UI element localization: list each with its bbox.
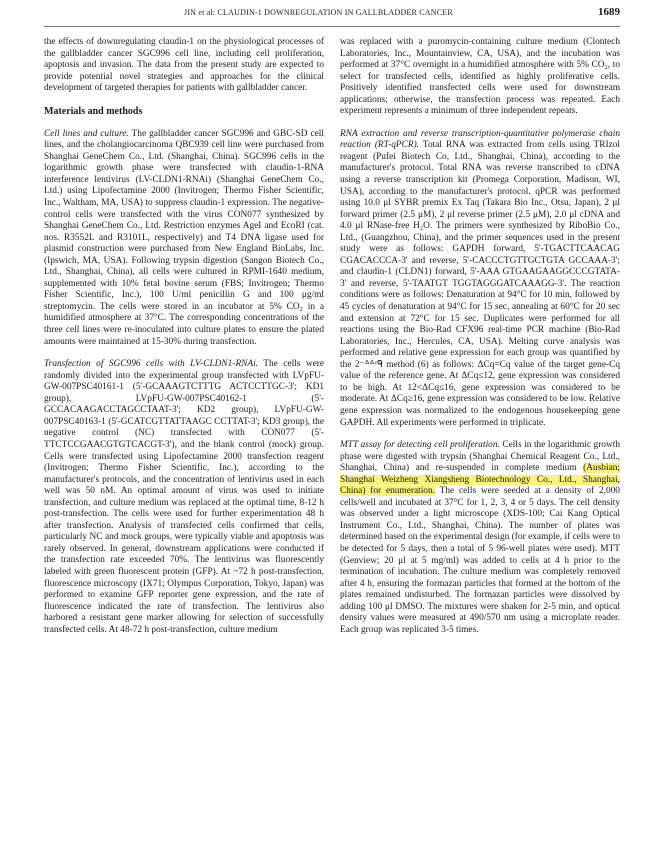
cell-lines-heading: Cell lines and culture. [44, 128, 129, 139]
cell-lines-paragraph [44, 129, 324, 348]
page-number: 1689 [598, 6, 620, 18]
transfection-heading: Transfection of SGC996 cells with LV-CLDN1-RNAi. [44, 359, 259, 370]
header-rule [44, 26, 620, 27]
intro-paragraph: the effects of downregulating claudin-1 on the physiological processes of the gallbladder cancer SGC996 cell line, including cell proliferation, apoptosis and invasion. The data from the present study are expected to provide potential novel strategies and approaches for the clinical development of targeted therapies for patients with gallbladder cancer. [44, 37, 324, 94]
mtt-body-start: Cells in the logarithmic growth phase were digested with trypsin (Shanghai Chemical Reagent Co., Ltd., Shanghai, China) and re-suspended in complete medium [340, 440, 620, 474]
rna-paragraph [340, 129, 620, 429]
rna-body: Total RNA was extracted from cells using TRIzol reagent (Pufei Biotech Co, Ltd., Shanghai, China), according to the manufacturer's protocol. Total RNA was reverse transcribed to cDNA using a reverse transcription kit (Promega Corporation, Madison, WI, USA), according to the manufacturer's protocol. qPCR was performed using 10.0 μl SYBR premix Ex Taq (Takara Bio Inc., Otsu, Japan), 2 μl forward primer (2.5 μM), 2 μl reverse primer (2.5 μM), 2.0 μl cDNA and 4.0 μl RNase-free H₂O. The primers were synthesized by RiboBio Co., Ltd., (Guangzhou, China), and the primer sequences used in the present study were as follows: GAPDH forward, 5'-TGACTTCAACAG CGACACCCA-3' and reverse, 5'-CACCCTGTTGCTGTA GCCAAA-3'; and claudin-1 (CLDN1) forward, 5'-AAA GTGAAGAAGGCCCGTATA-3' and reverse, 5'-TAATGT TGGTAGGGATCAAAGG-3'. The reaction conditions were as follows: Denaturation at 94°C for 10 min, followed by 45 cycles of denaturation at 94°C for 15 sec, annealing at 60°C for 20 sec and extension at 72°C for 15 sec. Duplicates were performed for all reactions using the Bio-Rad CFX96 real-time PCR machine (Bio-Rad Laboratories, Inc., Hercules, CA, USA). Melting curve analysis was performed and relative gene expression for each group was quantified by the 2⁻ᐞᐞᶜᑫ method (6) as follows: ΔCq=Cq value of the target gene-Cq value of the reference gene. At ΔCq≤12, gene expression was considered to be high. At 12<ΔCq≤16, gene expression was considered to be moderate. At ΔCq≥16, gene expression was considered to be low. Relative gene expression was normalized to the endogenous housekeeping gene GAPDH. All experiments were performed in triplicate. [340, 140, 620, 428]
page-header [44, 6, 620, 22]
transfection-body: The cells were randomly divided into the experimental group transfected with LVpFU-GW-007PSC40161-1 (5'-GCAAAGTCTTTG ACTCCTTGC-3'; KD1 group), LVpFU-GW-007PSC40162-1 (5'-GCCACAAGACCTAGCCTAAT-3'; KD2 group), LVpFU-GW-007PSC40163-1 (5'-GCATCGTTATTAAGC CCTTAT-3'; KD3 group), the negative control (NC) transfected with CON077 (5'-TTCTCCGAACGTGTCACGT-3'), and the blank control (mock) group. Cells were transfected using Lipofectamine 2000 transfection reagent (Invitrogen; Thermo Fisher Scientific, Inc.), according to the manufacturer's protocols, and the concentration of lentivirus used in each well was 50 nM. An optimal amount of virus was used to initiate transfection, and culture medium was replaced at the optimal time, 8-12 h post-transfection. The cells were used for further experimentation 48 h after transfection. Analysis of transfected cells confirmed that cells, particularly NC and mock groups, were typically viable and apoptosis was rarely observed. In general, downstream applications were conducted if the transfection rate exceeded 70%. The lentivirus was fluorescently labeled with green fluorescent protein (GFP). At ~72 h post-transfection, fluorescence microscopy (IX71; Olympus Corporation, Tokyo, Japan) was performed to examine GFP reporter gene expression, and the rate of fluorescence indicated the rate of transfection. The lentivirus also harbored a resistant gene marker allowing for selection of successfully transfected cells. At 48-72 h post-transfection, culture medium [44, 359, 324, 635]
left-column [44, 37, 324, 636]
cell-lines-body: The gallbladder cancer SGC996 and GBC-SD cell lines, and the cholangiocarcinoma QBC939 cell line were purchased from Shanghai GeneChem Co., Ltd. (Shanghai, China). SGC996 cells in the logarithmic growth phase were transfected with claudin-1-RNA interference lentivirus (LV-CLDN1-RNAi) (Shanghai GeneChem Co., Ltd.) using Lipofectamine 2000 (Invitrogen; Thermo Fisher Scientific, Inc., Waltham, MA, USA) to suppress claudin-1 expression. The negative-control cells were transfected with the virus CON077 synthesized by Shanghai GeneChem Co., Ltd. Restriction enzymes AgeI and EcoRI (cat. nos. R3552L and R3101L, respectively) and T4 DNA ligase used for plasmid construction were purchased from New England BioLabs, Inc. (Ipswich, MA, USA). Following trypsin digestion (Sangon Biotech Co., Ltd., Shanghai, China), all cells were cultured in RPMI-1640 medium, supplemented with 10% fetal bovine serum (FBS; Invitrogen; Thermo Fisher Scientific, Inc.), 100 U/ml penicillin G and 100 μg/ml streptomycin. The cells were stored in an incubator at 5% CO₂ in a humidified atmosphere at 37°C. The corresponding concentrations of the three cell lines were re-inoculated into culture plates to ensure the plated amounts were maintained at 15-30% during transfection. [44, 128, 324, 347]
highlighted-text[interactable]: (Ausbian; Shanghai Weizheng Xiangsheng Biotechnology Co., Ltd., Shanghai, China) for enumeration. [340, 463, 620, 497]
section-title: Materials and methods [44, 105, 143, 117]
rna-heading: RNA extraction and reverse transcription-quantitative polymerase chain reaction (RT-qPCR). [340, 128, 620, 151]
right-column [340, 37, 620, 636]
transfection-continuation: was replaced with a puromycin-containing culture medium (Clontech Laboratories, Inc., Mountainview, CA, USA), and the incubation was performed at 37°C overnight in a humidified atmosphere with 5% CO₂, to select for transfected cells, identified as highly proliferative cells. Positively identified transfected cells were used for downstream applications; otherwise, the transfection process was repeated. Each experiment represents a minimum of three independent repeats. [340, 37, 620, 117]
mtt-body-end: The cells were seeded at a density of 2,000 cells/well and incubated at 37°C for 1, 2, 3, 4 or 5 days. The cell density was observed under a light microscope (XDS-100; Cai Kang Optical Instrument Co., Ltd., Shanghai, China). The number of plates was determined based on the experimental design (for example, if cells were to be detected for 5 days, then a total of 5 96-well plates were used). MTT (Genview; 20 μl at 5 mg/ml) was added to cells at 4 h prior to the termination of incubation. The culture medium was completely removed after 4 h, ensuring the formazan particles that formed at the bottom of the plates remained undisturbed. The formazan particles were dissolved by adding 100 μl DMSO. The mixtures were shaken for 2-5 min, and optical density values were measured at 490/570 nm using a microplate reader. Each group was replicated 3-5 times. [340, 486, 620, 635]
transfection-paragraph [44, 359, 324, 636]
mtt-paragraph [340, 440, 620, 636]
running-title: JIN et al: CLAUDIN-1 DOWNREGULATION IN GALLBLADDER CANCER [184, 8, 453, 17]
mtt-heading: MTT assay for detecting cell proliferation. [340, 440, 500, 451]
